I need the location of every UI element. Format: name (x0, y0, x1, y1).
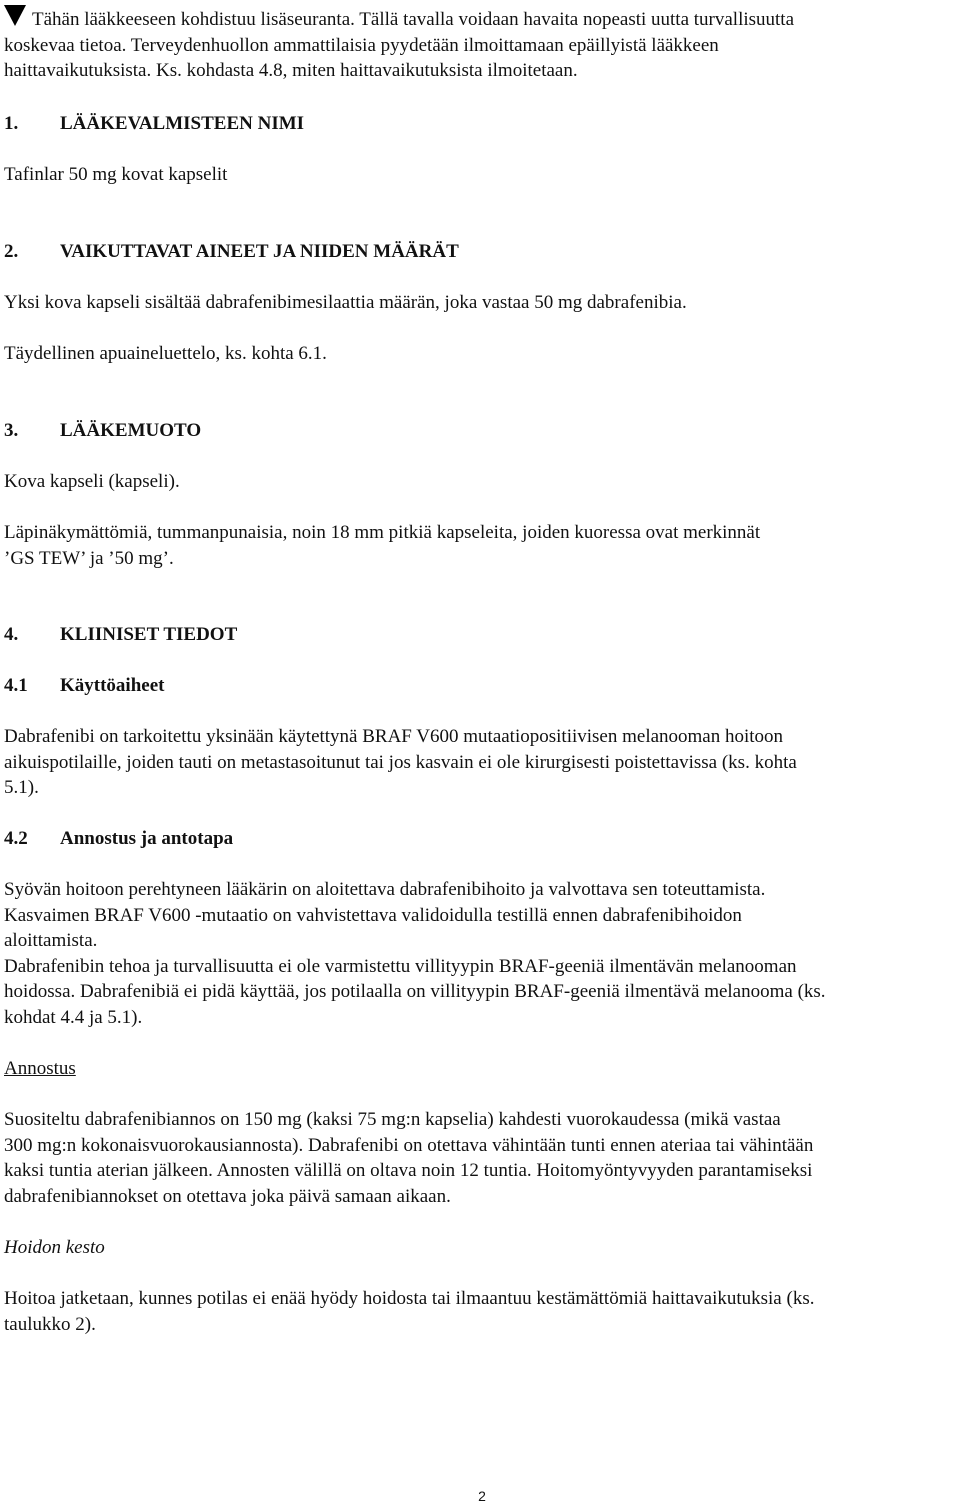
pharmaceutical-form: Kova kapseli (kapseli). (4, 471, 180, 492)
composition-text: Yksi kova kapseli sisältää dabrafenibimesilaattia määrän, joka vastaa 50 mg dabrafenibia. (4, 292, 687, 313)
additional-monitoring-notice: Tähän lääkkeeseen kohdistuu lisäseuranta. Tällä tavalla voidaan havaita nopeasti uutta turvallisuutta koskevaa tietoa. Terveydenhuollon ammattilaisia pyydetään ilmoittamaan epäillyistä lääkkeen haittavaikutuksista. Ks. kohdasta 4.8, miten haittavaikutuksista ilmoitetaan. (4, 9, 795, 81)
section-2-heading: 2. VAIKUTTAVAT AINEET JA NIIDEN MÄÄRÄT (4, 241, 459, 262)
page-number: 2 (478, 1488, 486, 1504)
duration-text: Hoitoa jatketaan, kunnes potilas ei enää hyödy hoidosta tai ilmaantuu kestämättömiä haittavaikutuksia (ks. taulukko 2). (4, 1288, 815, 1335)
section-3-heading: 3. LÄÄKEMUOTO (4, 420, 202, 441)
excipients-note: Täydellinen apuaineluettelo, ks. kohta 6.1. (4, 343, 327, 364)
duration-subheading: Hoidon kesto (4, 1237, 105, 1258)
posology-text: Suositeltu dabrafenibiannos on 150 mg (kaksi 75 mg:n kapselia) kahdesti vuorokaudessa (mikä vastaa 300 mg:n kokonaisvuorokausiannosta). Dabrafenibi on otettava vähintään tunti ennen ateriaa tai vähintään kaksi tuntia aterian jälkeen. Annosten välillä on oltava noin 12 tuntia. Hoitomyöntyvyyden parantamiseksi dabrafenibiannokset on otettava joka päivä samaan aikaan. (4, 1109, 814, 1207)
indications-text: Dabrafenibi on tarkoitettu yksinään käytettynä BRAF V600 mutaatiopositiivisen melanooman hoitoon aikuispotilaille, joiden tauti on metastasoitunut tai jos kasvain ei ole kirurgisesti poistettavissa (ks. kohta 5.1). (4, 726, 797, 798)
posology-intro-text: Syövän hoitoon perehtyneen lääkärin on aloitettava dabrafenibihoito ja valvottava sen toteuttamista. Kasvaimen BRAF V600 -mutaatio on vahvistettava validoidulla testillä ennen dabrafenibihoidon aloittamista. Dabrafenibin tehoa ja turvallisuutta ei ole varmistettu villityypin BRAF-geeniä ilmentävän melanooman hoidossa. Dabrafenibiä ei pidä käyttää, jos potilaalla on villityypin BRAF-geeniä ilmentävä melanooma (ks. kohdat 4.4 ja 5.1). (4, 879, 826, 1028)
posology-subheading: Annostus (4, 1058, 76, 1079)
section-4-1-heading: 4.1 Käyttöaiheet (4, 675, 165, 696)
capsule-description: Läpinäkymättömiä, tummanpunaisia, noin 18 mm pitkiä kapseleita, joiden kuoressa ovat merkinnät ’GS TEW’ ja ’50 mg’. (4, 522, 761, 569)
section-4-heading: 4. KLIINISET TIEDOT (4, 624, 238, 645)
product-name: Tafinlar 50 mg kovat kapselit (4, 164, 228, 185)
section-1-heading: 1. LÄÄKEVALMISTEEN NIMI (4, 113, 305, 134)
section-4-2-heading: 4.2 Annostus ja antotapa (4, 828, 234, 849)
